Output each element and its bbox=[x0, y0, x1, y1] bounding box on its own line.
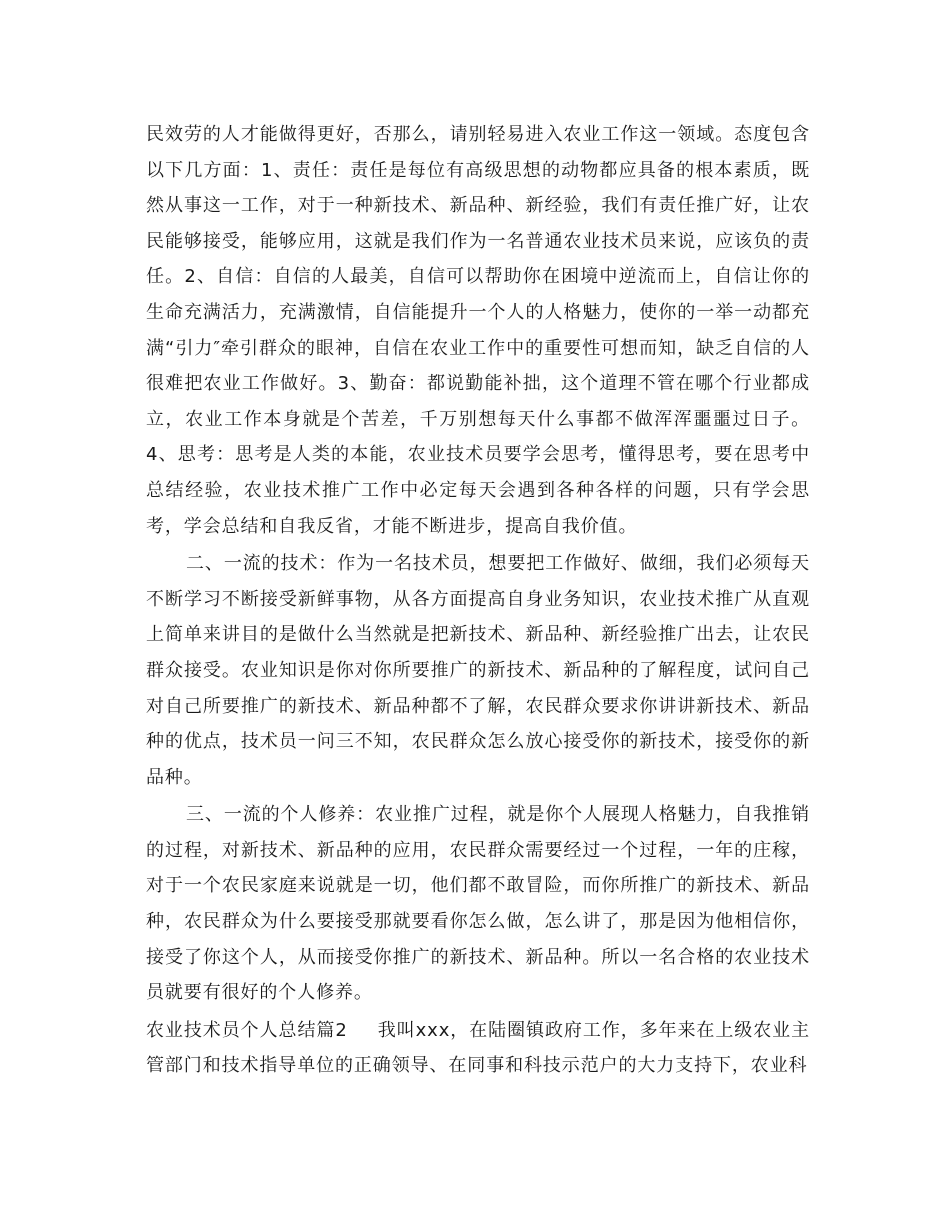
section-intro-text: 我叫xxx，在陆圈镇政府工作，多年来在上级农业主管部门和技术指导单位的正确领导、在同事和科技示范户的大力支持下，农业科 bbox=[146, 1019, 810, 1077]
paragraph-technology: 二、一流的技术：作为一名技术员，想要把工作做好、做细，我们必须每天不断学习不断接受新鲜事物，从各方面提高自身业务知识，农业技术推广从直观上简单来讲目的是做什么当然就是把新技术、新品种、新经验推广出去，让农民群众接受。农业知识是你对你所要推广的新技术、新品种的了解程度，试问自己对自己所要推广的新技术、新品种都不了解，农民群众要求你讲讲新技术、新品种的优点，技术员一问三不知，农民群众怎么放心接受你的新技术，接受你的新品种。 bbox=[146, 553, 810, 788]
section-summary-2 bbox=[146, 1013, 810, 1084]
paragraph-attitude: 民效劳的人才能做得更好，否那么，请别轻易进入农业工作这一领域。态度包含以下几方面：1、责任：责任是每位有高级思想的动物都应具备的根本素质，既然从事这一工作，对于一种新技术、新品种、新经验，我们有责任推广好，让农民能够接受，能够应用，这就是我们作为一名普通农业技术员来说，应该负的责任。2、自信：自信的人最美，自信可以帮助你在困境中逆流而上，自信让你的生命充满活力，充满激情，自信能提升一个人的人格魅力，使你的一举一动都充满“引力″牵引群众的眼神，自信在农业工作中的重要性可想而知，缺乏自信的人很难把农业工作做好。3、勤奋：都说勤能补拙，这个道理不管在哪个行业都成立，农业工作本身就是个苦差，千万别想每天什么事都不做浑浑噩噩过日子。4、思考：思考是人类的本能，农业技术员要学会思考，懂得思考，要在思考中总结经验，农业技术推广工作中必定每天会遇到各种各样的问题，只有学会思考，学会总结和自我反省，才能不断进步，提高自我价值。 bbox=[146, 124, 810, 537]
section-title: 农业技术员个人总结篇2 bbox=[146, 1019, 348, 1041]
document-body bbox=[146, 117, 810, 1084]
paragraph-self-cultivation: 三、一流的个人修养：农业推广过程，就是你个人展现人格魅力，自我推销的过程，对新技术、新品种的应用，农民群众需要经过一个过程，一年的庄稼，对于一个农民家庭来说就是一切，他们都不敢冒险，而你所推广的新技术、新品种，农民群众为什么要接受那就要看你怎么做，怎么讲了，那是因为他相信你，接受了你这个人，从而接受你推广的新技术、新品种。所以一名合格的农业技术员就要有很好的个人修养。 bbox=[146, 804, 810, 1004]
